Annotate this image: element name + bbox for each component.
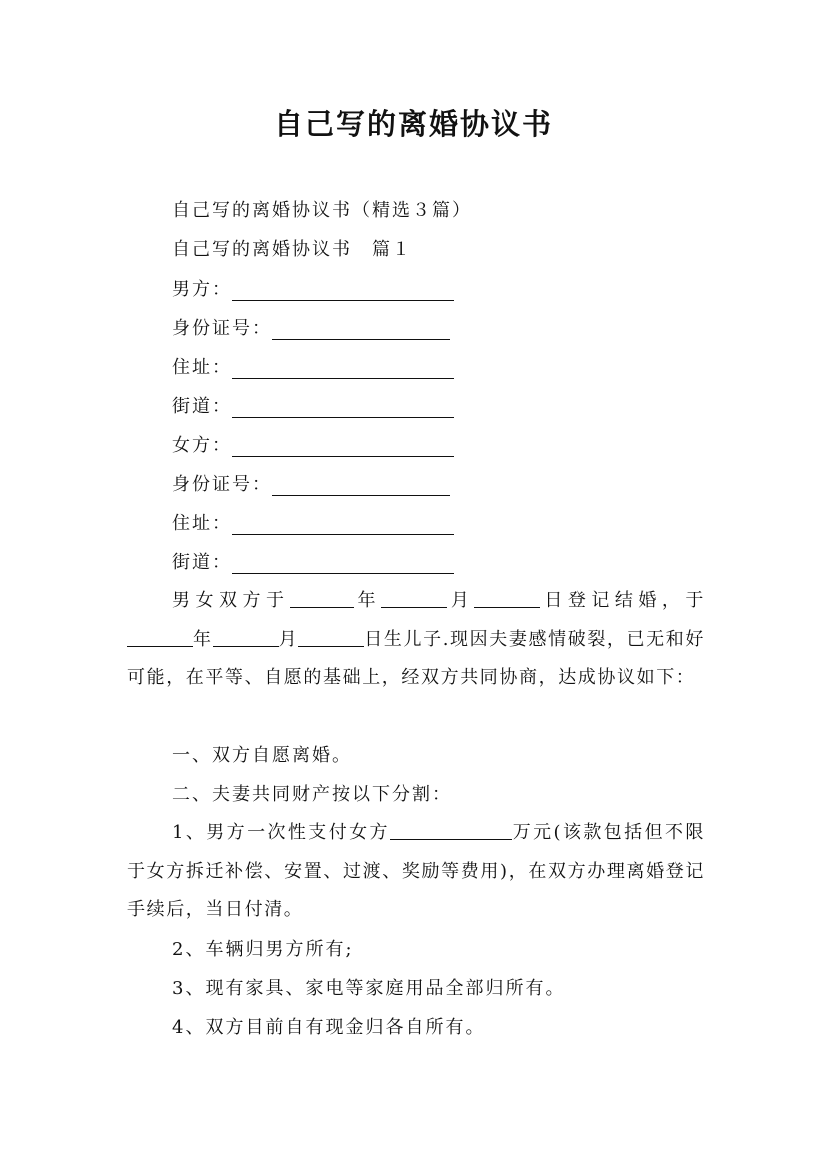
blank-line xyxy=(213,630,279,647)
part-heading: 自己写的离婚协议书 篇１ xyxy=(172,239,412,260)
clause-2: 二、夫妻共同财产按以下分割： xyxy=(172,784,452,805)
blank-line xyxy=(390,823,512,840)
field-female-street xyxy=(172,552,454,574)
blank-line xyxy=(232,399,454,418)
field-label: 身份证号： xyxy=(172,318,272,339)
text-run: 1、男方一次性支付女方 xyxy=(172,822,390,843)
field-male-id xyxy=(172,318,450,340)
field-label: 男方： xyxy=(172,279,232,300)
blank-line xyxy=(232,438,454,457)
clause-3 xyxy=(127,814,705,930)
text-run: 日登记结婚，于 xyxy=(540,590,706,611)
field-label: 街道： xyxy=(172,396,232,417)
clause-4: 2、车辆归男方所有; xyxy=(172,939,354,960)
blank-line xyxy=(232,282,454,301)
blank-line xyxy=(298,630,364,647)
text-run: 年 xyxy=(193,628,213,650)
text-run: 万元(该款包括但不限于女方拆迁补偿、安置、过渡、奖励等费用)，在双方办理离婚登记手续后，当日付清。 xyxy=(127,822,705,920)
marriage-paragraph xyxy=(127,582,705,698)
document-title: 自己写的离婚协议书 xyxy=(273,107,553,141)
text-run: 月 xyxy=(447,590,475,611)
field-label: 住址： xyxy=(172,513,232,534)
document-subtitle: 自己写的离婚协议书（精选３篇） xyxy=(172,200,472,221)
field-male-street xyxy=(172,396,454,418)
field-label: 街道： xyxy=(172,552,232,573)
blank-line xyxy=(232,516,454,535)
field-female xyxy=(172,435,454,457)
blank-line xyxy=(232,555,454,574)
field-female-id xyxy=(172,474,450,496)
field-label: 女方： xyxy=(172,435,232,456)
blank-line xyxy=(127,630,193,647)
clause-1: 一、双方自愿离婚。 xyxy=(172,745,352,766)
blank-line xyxy=(381,591,447,608)
blank-line xyxy=(290,591,354,608)
text-run: 月 xyxy=(278,628,299,650)
blank-line xyxy=(272,321,450,340)
text-run: 日生儿子.现因夫妻感情破裂，已无和好可能，在平等、自愿的基础上，经双方共同协商，达成协议如下： xyxy=(127,628,705,688)
blank-line xyxy=(232,360,454,379)
blank-line xyxy=(272,477,450,496)
text-run: 男女双方于 xyxy=(172,590,290,611)
field-label: 身份证号： xyxy=(172,474,272,495)
clause-5: 3、现有家具、家电等家庭用品全部归所有。 xyxy=(172,978,566,999)
text-run: 年 xyxy=(353,590,381,611)
blank-line xyxy=(474,591,540,608)
field-female-address xyxy=(172,513,454,535)
clause-6: 4、双方目前自有现金归各自所有。 xyxy=(172,1017,486,1038)
field-label: 住址： xyxy=(172,357,232,378)
field-male xyxy=(172,279,454,301)
field-male-address xyxy=(172,357,454,379)
